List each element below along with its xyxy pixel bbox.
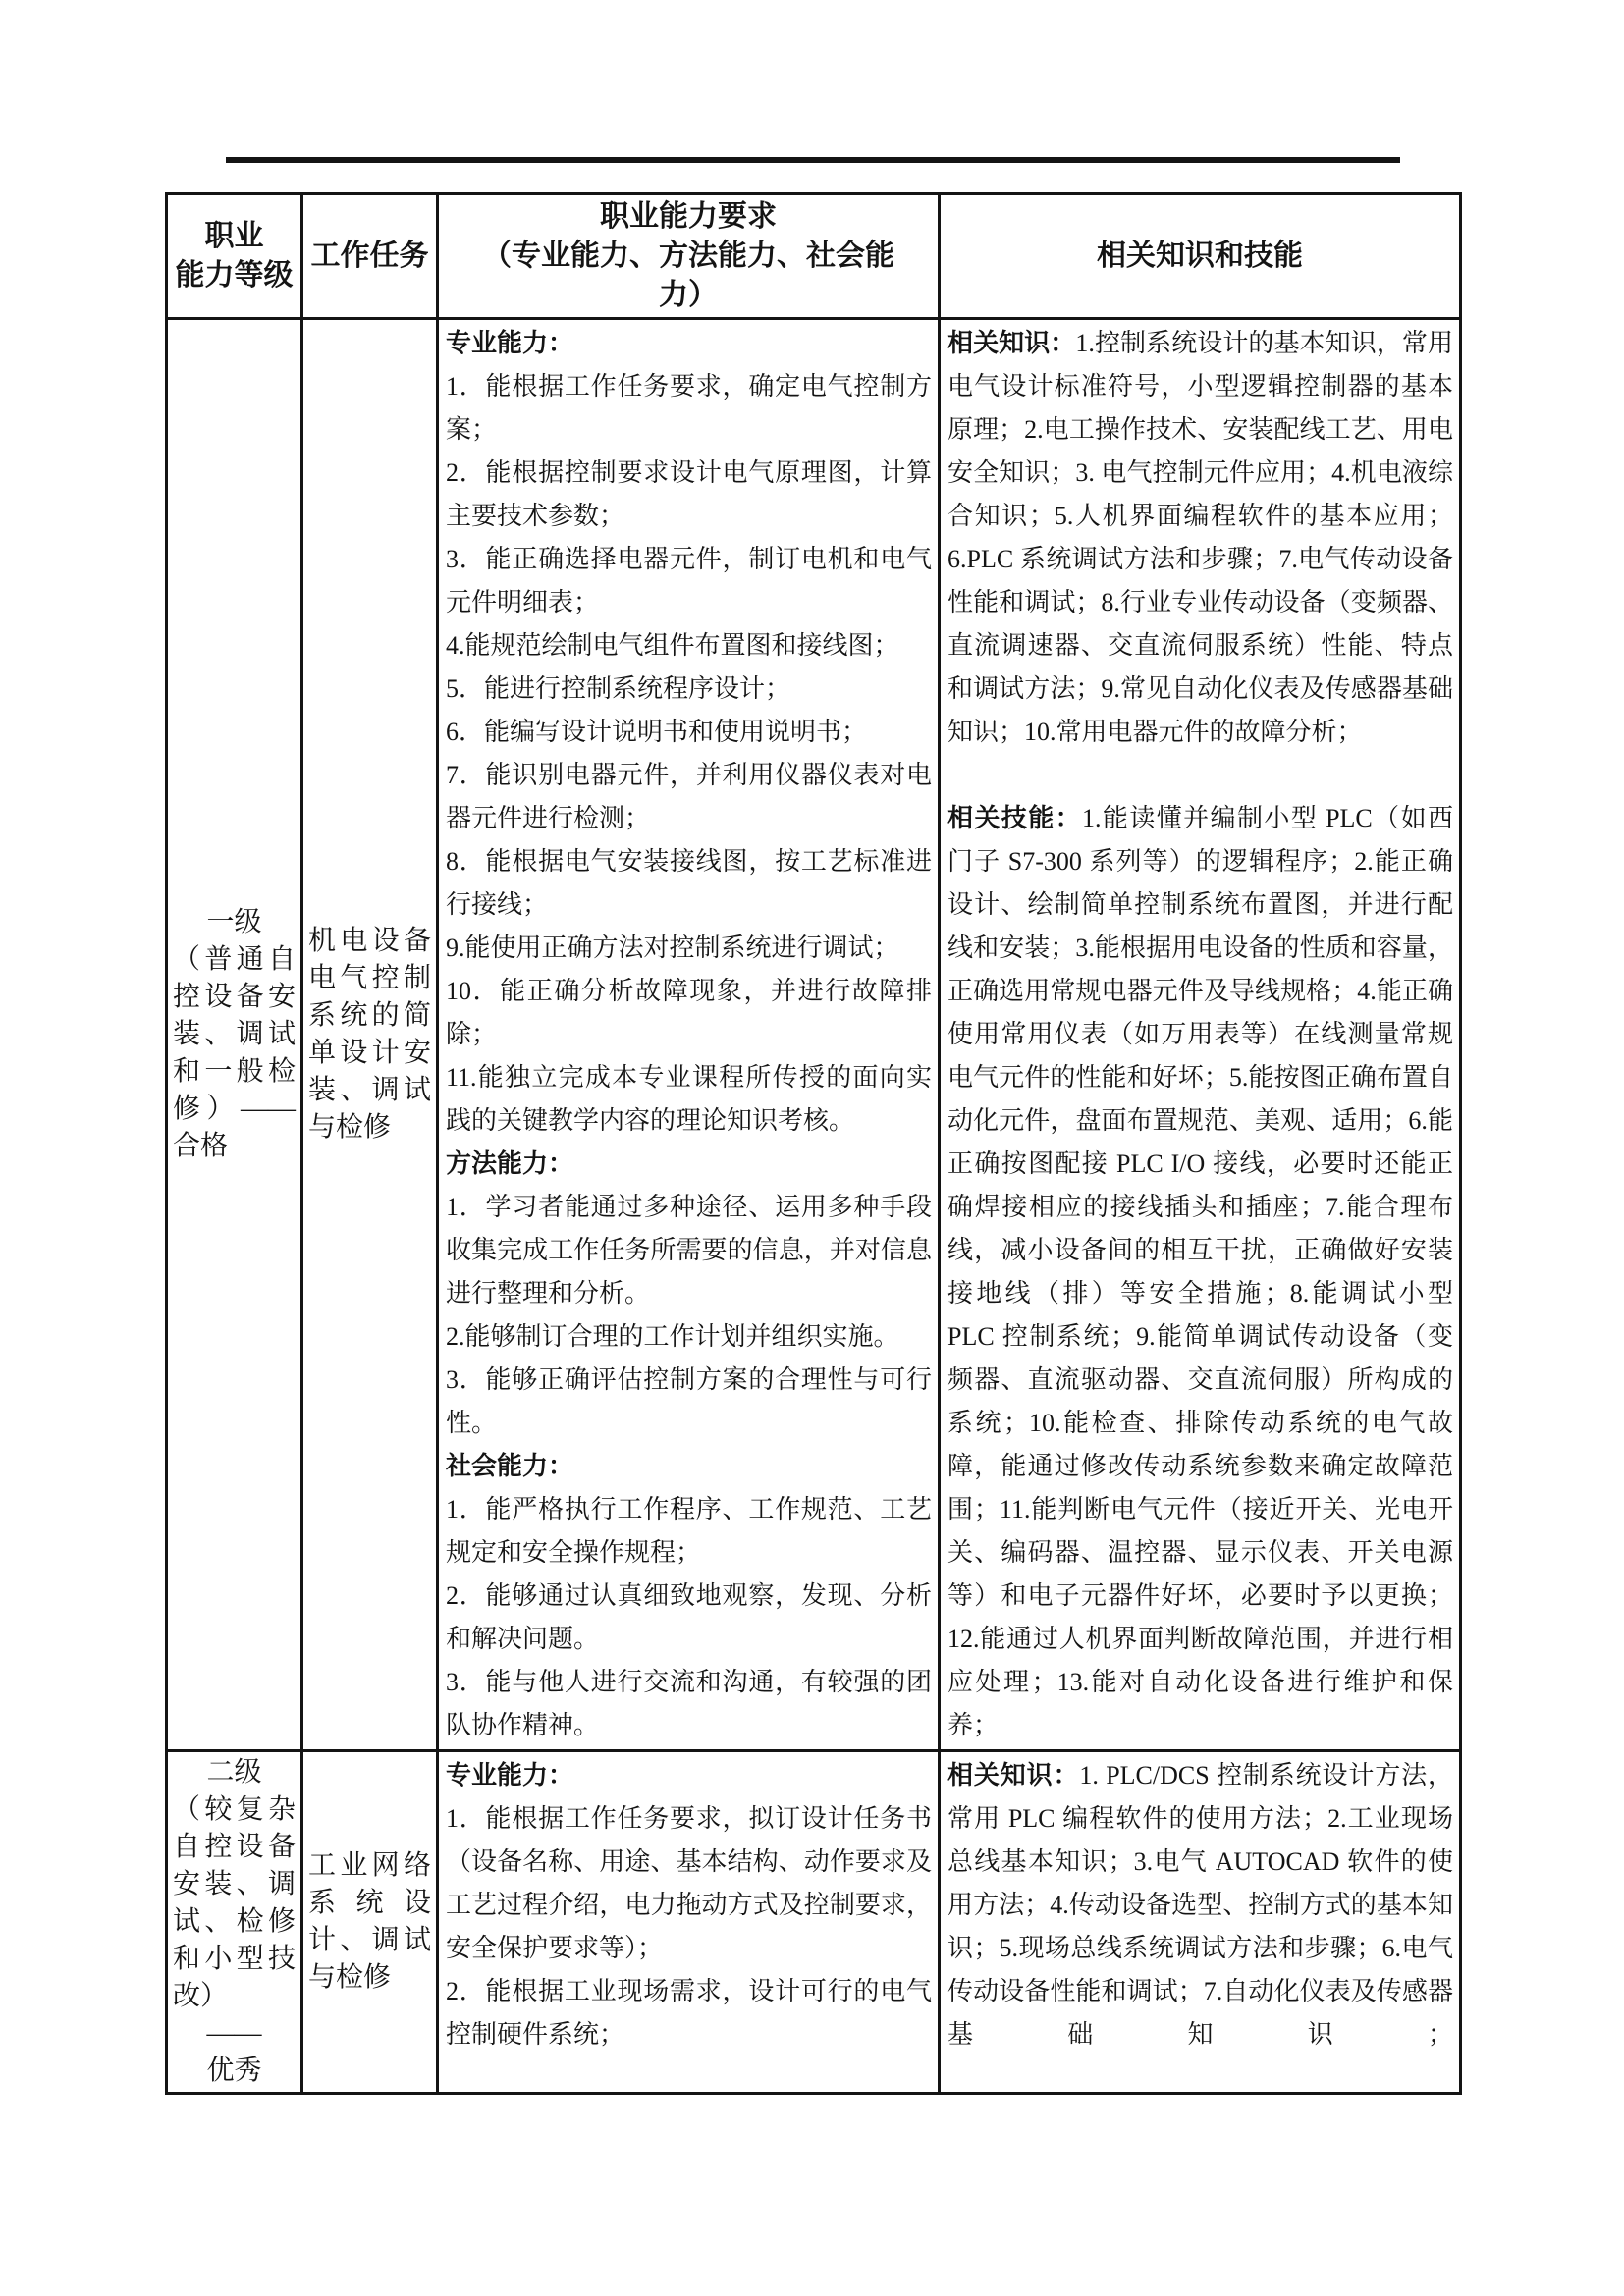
ability-item: 8．能根据电气安装接线图，按工艺标准进行接线；	[446, 847, 932, 919]
knowledge-label: 相关知识：	[947, 329, 1076, 357]
header-task-label: 工作任务	[310, 240, 429, 272]
level1-task: 机电设备电气控制系统的简单设计安装、调试与检修	[308, 926, 431, 1143]
ability-item: 10．能正确分析故障现象，并进行故障排除；	[446, 977, 932, 1048]
level2-scope: （较复杂自控设备安装、调试、检修和小型技改）	[173, 1794, 296, 2011]
competency-table	[165, 192, 1462, 2095]
level1-scope: （普通自控设备安装、调试和一般检修）——合格	[173, 944, 296, 1161]
ability-item: 2．能够通过认真细致地观察，发现、分析和解决问题。	[446, 1581, 932, 1653]
level2-dash: ——	[206, 2018, 262, 2049]
ability-item: 1．能根据工作任务要求，拟订设计任务书（设备名称、用途、基本结构、动作要求及工艺过程介绍，电力拖动方式及控制要求，安全保护要求等）；	[446, 1804, 932, 1962]
level2-rank: 优秀	[206, 2056, 262, 2086]
ability-item: 7．能识别电器元件，并利用仪器仪表对电器元件进行检测；	[446, 761, 932, 832]
level2-grade-cell	[167, 1751, 302, 2094]
table-row-level1	[167, 319, 1461, 1751]
ability-heading-method: 方法能力：	[446, 1149, 574, 1178]
knowledge-text: 1.控制系统设计的基本知识，常用电气设计标准符号，小型逻辑控制器的基本原理；2.电工操作技术、安装配线工艺、用电安全知识；3. 电气控制元件应用；4.机电液综合知识；5.人机界面编程软件的基本应用；6.PLC 系统调试方法和步骤；7.电气传动设备性能和调试；8.行业专业传动设备（变频器、直流调速器、交直流伺服系统）性能、特点和调试方法；9.常见自动化仪表及传感器基础知识；10.常用电器元件的故障分析；	[947, 329, 1453, 746]
ability-heading-professional: 专业能力：	[446, 329, 574, 357]
skills-label: 相关技能：	[947, 804, 1083, 832]
ability-item: 3．能与他人进行交流和沟通，有较强的团队协作精神。	[446, 1668, 932, 1739]
header-knowledge-column	[940, 194, 1461, 319]
header-requirements-column	[438, 194, 940, 319]
knowledge-label: 相关知识：	[947, 1761, 1080, 1789]
ability-item: 1．能根据工作任务要求，确定电气控制方案；	[446, 372, 932, 444]
page-top-rule	[226, 157, 1400, 163]
ability-item: 2．能根据工业现场需求，设计可行的电气控制硬件系统；	[446, 1977, 932, 2049]
level1-ability-cell	[438, 319, 940, 1751]
ability-item: 2．能根据控制要求设计电气原理图，计算主要技术参数；	[446, 458, 932, 530]
header-requirements-title: 职业能力要求	[600, 200, 777, 233]
level2-knowledge-cell	[940, 1751, 1461, 2094]
ability-item: 3．能正确选择电器元件，制订电机和电气元件明细表；	[446, 545, 932, 616]
table-header-row	[167, 194, 1461, 319]
level1-grade-cell	[167, 319, 302, 1751]
ability-item: 9.能使用正确方法对控制系统进行调试；	[446, 934, 899, 962]
ability-item: 3．能够正确评估控制方案的合理性与可行性。	[446, 1365, 932, 1437]
header-task-column	[302, 194, 438, 319]
header-requirements-subtitle: （专业能力、方法能力、社会能力）	[482, 240, 894, 311]
header-knowledge-label: 相关知识和技能	[1097, 240, 1303, 272]
knowledge-paragraph	[947, 1754, 1453, 2056]
level2-task: 工业网络系统设计、调试与检修	[308, 1850, 431, 1993]
ability-heading-social: 社会能力：	[446, 1452, 574, 1480]
ability-item: 6．能编写设计说明书和使用说明书；	[446, 718, 868, 746]
knowledge-text: 1. PLC/DCS 控制系统设计方法，常用 PLC 编程软件的使用方法；2.工业现场总线基本知识；3.电气 AUTOCAD 软件的使用方法；4.传动设备选型、控制方式的基本知识；5.现场总线系统调试方法和步骤；6.电气传动设备性能和调试；7.自动化仪表及传感器基础知识；	[947, 1761, 1453, 2049]
level2-task-cell	[302, 1751, 438, 2094]
header-level-column	[167, 194, 302, 319]
ability-item: 5．能进行控制系统程序设计；	[446, 674, 791, 703]
level2-ability-cell	[438, 1751, 940, 2094]
header-level-line2: 能力等级	[175, 259, 294, 292]
ability-item: 4.能规范绘制电气组件布置图和接线图；	[446, 631, 899, 660]
knowledge-paragraph	[947, 322, 1453, 754]
ability-item: 11.能独立完成本专业课程所传授的面向实践的关键教学内容的理论知识考核。	[446, 1063, 932, 1135]
level1-knowledge-cell	[940, 319, 1461, 1751]
table-row-level2	[167, 1751, 1461, 2094]
ability-item: 1．学习者能通过多种途径、运用多种手段收集完成工作任务所需要的信息，并对信息进行整理和分析。	[446, 1193, 932, 1308]
ability-item: 1．能严格执行工作程序、工作规范、工艺规定和安全操作规程；	[446, 1495, 932, 1567]
level1-task-cell	[302, 319, 438, 1751]
level2-grade: 二级	[206, 1757, 262, 1788]
skills-text: 1.能读懂并编制小型 PLC（如西门子 S7-300 系列等）的逻辑程序；2.能正确设计、绘制简单控制系统布置图，并进行配线和安装；3.能根据用电设备的性质和容量，正确选用常规电器元件及导线规格；4.能正确使用常用仪表（如万用表等）在线测量常规电气元件的性能和好坏；5.能按图正确布置自动化元件，盘面布置规范、美观、适用；6.能正确按图配接 PLC I/O 接线，必要时还能正确焊接相应的接线插头和插座；7.能合理布线，减小设备间的相互干扰，正确做好安装接地线（排）等安全措施；8.能调试小型 PLC 控制系统；9.能简单调试传动设备（变频器、直流驱动器、交直流伺服）所构成的系统；10.能检查、排除传动系统的电气故障，能通过修改传动系统参数来确定故障范围；11.能判断电气元件（接近开关、光电开关、编码器、温控器、显示仪表、开关电源等）和电子元器件好坏，必要时予以更换；12.能通过人机界面判断故障范围，并进行相应处理；13.能对自动化设备进行维护和保养；	[947, 804, 1453, 1739]
skills-paragraph	[947, 797, 1453, 1747]
header-level-line1: 职业	[204, 220, 264, 252]
ability-heading-professional: 专业能力：	[446, 1761, 574, 1789]
level1-grade: 一级	[206, 907, 262, 937]
ability-item: 2.能够制订合理的工作计划并组织实施。	[446, 1322, 899, 1351]
